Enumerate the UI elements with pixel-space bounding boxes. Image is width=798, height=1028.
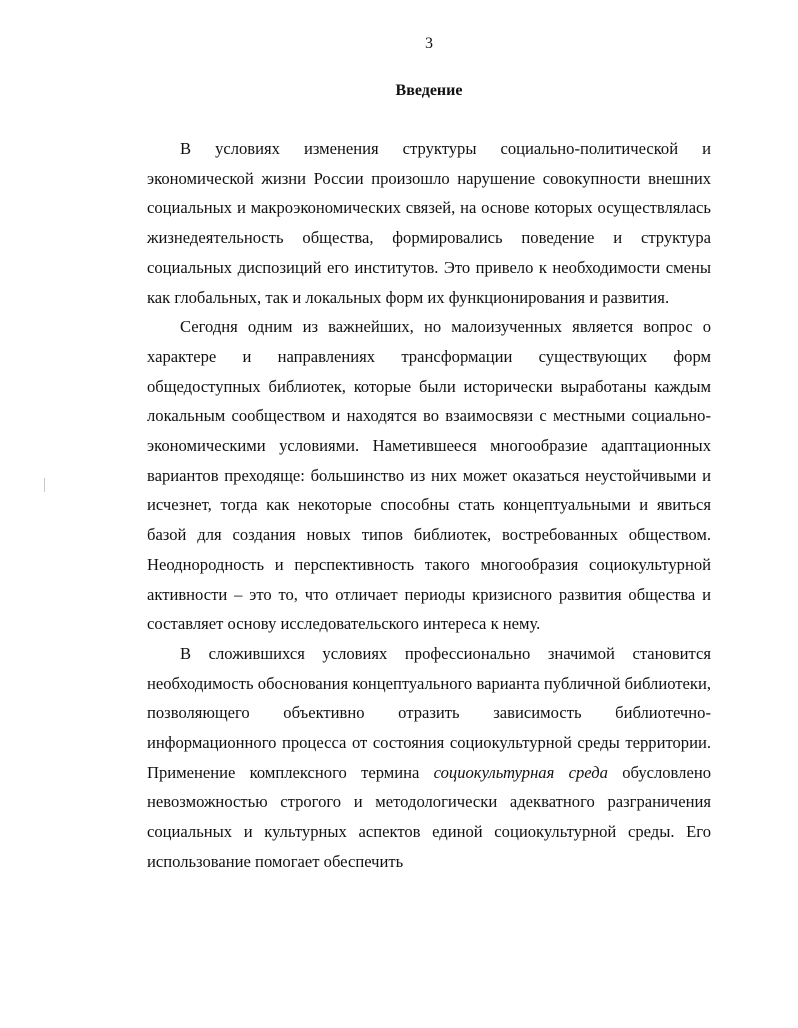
paragraph-3-end: обусловлено невозможностью строгого и методологически адекватного разграничения социальных и культурных аспектов единой социокультурной среды. Его использование помогает обеспечить bbox=[147, 762, 711, 871]
page-number: 3 bbox=[425, 35, 433, 52]
body-text bbox=[147, 134, 711, 877]
paragraph-2: Сегодня одним из важнейших, но малоизученных является вопрос о характере и направлениях трансформации существующих форм общедоступных библиотек, которые были исторически выработаны каждым локальным сообществом и находятся во взаимосвязи с местными социально-экономическими условиями. Наметившееся многообразие адаптационных вариантов преходяще: большинство из них может оказаться неустойчивыми и исчезнет, тогда как некоторые способны стать концептуальными и явиться базой для создания новых типов библиотек, востребованных обществом. Неоднородность и перспективность такого многообразия социокультурной активности – это то, что отличает периоды кризисного развития общества и составляет основу исследовательского интереса к нему. bbox=[147, 317, 711, 634]
paragraph-3 bbox=[147, 639, 711, 877]
paragraph-1: В условиях изменения структуры социально-политической и экономической жизни России произошло нарушение совокупности внешних социальных и макроэкономических связей, на основе которых осуществлялась жизнедеятельность общества, формировались поведение и структура социальных диспозиций его институтов. Это привело к необходимости смены как глобальных, так и локальных форм их функционирования и развития. bbox=[147, 139, 711, 307]
italic-term: социокультурная среда bbox=[433, 762, 608, 782]
margin-mark bbox=[44, 478, 45, 492]
paragraph-3-start: В сложившихся условиях профессионально значимой становится необходимость обоснования концептуального варианта публичной библиотеки, позволяющего объективно отразить зависимость библиотечно-информационного процесса от состояния социокультурной среды территории. Применение комплексного термина bbox=[147, 643, 711, 782]
section-title: Введение bbox=[395, 82, 463, 99]
